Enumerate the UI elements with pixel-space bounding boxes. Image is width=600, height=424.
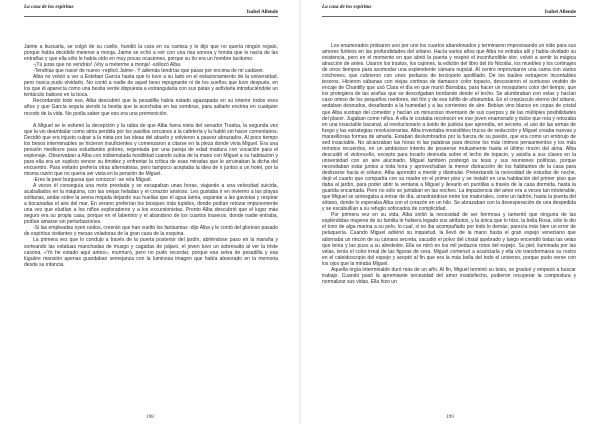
paragraph: Alba no volvió a ver a Esteban García hasta que lo tuvo a su lado en el estacionamiento de la universidad, pero nunca pudo olvidarlo. No contó a nadie de aquel beso repugnante ni de los sueños que tuvo después, en los que él aparecía como una bestia verde dispuesta a estrangularla con sus patas y asfixiarla introduciéndole un tentáculo baboso en la boca.: [24, 74, 278, 99]
paragraph: Recordando todo eso, Alba descubrió que la pesadilla había estado agazapada en su interior todos esos años y que García seguía siendo la bestia que la acechaba en las sombras, para saltarle encima en cualquier recodo de la vida. No podía saber que eso era una premonición.: [24, 98, 278, 117]
running-header-left: [24, 4, 278, 17]
paragraph: Los enamorados probaron uno por uno los cuartos abandonados y terminaron improvisando un nido para sus amores furtivos en las profundidades del sótano. Hacía varios años que Alba no entraba allí y había olvidado su existencia, pero en el momento en que abrió la puerta y respiró el inconfundible olor, volvió a sentir la mágica atracción de antes. Usaron los trastos, los cajones, la edición del libro del tío Nicolás, los muebles y los cortinajes de otros tiempos para acomodar una esplendente cámara nupcial. Al centro improvisaron una cama con varios colchones, que cubrieron con unos pedazos de terciopelo apolillado. De los baúles extrajeron incontables tesoros. Hicieron sábanas con viejas cortinas de damasco color topacio, descosieron el suntuoso vestido de encaje de Chantilly que usó Clara el día en que murió Barrabás, para hacer un mosquitero color del tiempo, que los protegiera de las arañas que se descolgaban bordando desde el techo. Se alumbraban con velas y hacían caso omiso de los pequeños roedores, del frío y de ese tufillo de ultratumba. En el crepúsculo eterno del sótano, andaban desnudos, desafiando a la humedad y a las corrientes de aire. Bebían vino blanco en copas de cristal que Alba sustrajo del comedor y hacían un minucioso inventario de sus cuerpos y de las múltiples posibilidades del placer. Jugaban como niños. A ella le costaba reconocer en ese joven enamorado y dulce que reía y retozaba en una insaciable bacanal, al revolucionario a ávido de justicia que aprendía, en secreto, el uso de las armas de fuego y las estrategias revolucionarias. Alba inventaba irresistibles trucos de seducción y Miguel creaba nuevas y maravillosas formas de amarla. Estaban deslumbrados por la fuerza de su pasión, que era como un embrujo de sed insaciable. No alcanzaban las horas ni las palabras para decirse los más íntimos pensamientos y los más remotos recuerdos, en un ambicioso intento de poseerse mutuamente hasta el último rincón del alma. Alba descuidó el violoncello, excepto para tocarlo desnuda sobre el lecho de topacio, y asistía a sus clases en la universidad con un aire alucinado. Miguel también postergó su tesis y sus reuniones políticas, porque necesitaban estar juntos a toda hora y aprovechaban la menor distracción de los habitantes de la casa para deslizarse hacia el sótano. Alba aprendió a mentir y disimular. Pretextando la necesidad de estudiar de noche, dejó el cuarto que compartía con su madre en el primer piso y se instaló en una habitación del primer piso que daba al jardín, para poder abrir la ventana a Miguel y llevarlo en puntillas a través de la casa dormida, hasta la guarida encantada. Pero no sólo se juntaban en las noches. La impaciencia del amor era a veces tan intolerable, que Miguel se arriesgaba a entrar de día, arrastrándose entre los matorrales, como un ladrón, hasta la puerta del sótano, donde lo esperaba Alba con el corazón en un hilo. Se abrazaban con la desesperación de una despedida y se escabullían a su refugio sofocados de complicidad.: [322, 43, 576, 213]
paragraph: -Tendrías que nacer de nuevo -replicó Jaime-. Y además tendrías que pasar por encima de mi cadáver.: [33, 68, 264, 75]
header-title: La casa de los espíritus: [24, 4, 74, 10]
running-header-right: [322, 4, 576, 17]
header-title: La casa de los espíritus: [322, 4, 372, 10]
paragraph: La primera vez que lo condujo a través de la puerta posterior del jardín, abriéndose paso en la maraña y sorteando las estatuas manchadas de musgo y cagadas de pájaro, el joven tuvo un sobresalto al ver la triste casona. «Yo he estado aquí antes», murmuró, pero no pudo recordar, porque esa selva de pesadilla y esa lúgubre mansión apenas guardaban semejanza con la luminosa imagen que había atesorado en la memoria desde su infancia.: [24, 237, 278, 268]
paragraph: A veces él conseguía una moto prestada y se escapaban unas horas, viajando a una velocidad suicida, acaballados en la máquina, con las orejas heladas y el corazón ansioso. Les gustaba ir en invierno a las playas solitarias, andar sobre la arena mojada dejando sus huellas que el agua lamía, espantar a las gaviotas y respirar a bocanadas el aire del mar. En verano preferían los bosques más tupidos, donde podían retozar impunemente una vez que eludían a los niños exploradores y a los excursionistas. Pronto Alba descubrió que el lugar más seguro era su propia casa, porque en el laberinto y el abandono de los cuartos traseros, donde nadie entraba, podían amarse sin perturbaciones.: [24, 183, 278, 226]
header-author: Isabel Allende: [544, 9, 576, 15]
header-author: Isabel Allende: [246, 9, 278, 15]
left-body-text: [24, 44, 278, 268]
paragraph: A Miguel se le esfumó la decepción y la rabia de que Alba fuera nieta del senador Trueba, la segunda vez que la vio deambular como alma perdida por los pasillos cercanos a la cafetería y la habló sin hacer comentarios. Decidió que era injusto culpar a la nieta por las ideas del abuelo y volvieron a pasear abrazados. Al poco tiempo los besos interminables se hicieron insuficientes y comenzaron a citarse en la pieza donde vivía Miguel. Era una pensión mediocre para estudiantes pobres, regentada por una pareja de edad madura con vocación para el espionaje. Observaban a Alba con indisimulada hostilidad cuando subía de la mano con Miguel a su habitación y para ella era un suplicio vencer su timidez y enfrentar la crítica de esas miradas que le arruinaban la dicha del encuentro. Para evitarlo prefería otras alternativas, pero tampoco aceptaba la idea de ir juntos a un hotel, por la misma razón que no quería ser vista en la pensión de Miguel.: [24, 122, 278, 177]
paragraph: Jaime a buscarla, se colgó de su cuello, hundió la cara en su camisa y le dijo que no quería ningún regalo, porque había decidido meterse a monja. Jaime se echó a reír con una risa sonora y honda que le nacía de las entrañas y que ella sólo le había oído en muy pocas ocasiones, porque su tío era un hombre taciturno.: [24, 44, 278, 63]
paragraph: -Eres la peor burguesa que conozco! -se reía Miguel.: [33, 176, 152, 183]
paragraph: Aquella orgía interminable duró más de un año. Al fin, Miguel terminó su tesis, se graduó y empezó a buscar trabajo. Cuando pasó la apremiante necesidad del amor insatisfecho, pudieron recuperar la compostura y normalizar sus vidas. Ella hizo un: [322, 266, 576, 285]
paragraph: -¡Tú juras que no vendrás! ¡Voy a meterme a monja! -sollozó Alba.: [33, 62, 182, 69]
paragraph: Por primera vez en su vida, Alba sintió la necesidad de ser hermosa y lamentó que ninguna de las espléndidas mujeres de su familia le hubiera legado sus atributos, y la única que lo hizo, la bella Rosa, sólo le dio el tono de alga marina a su pelo, lo cual, si no iba acompañado por todo lo demás, parecía más bien un error de peluquería. Cuando Miguel adivinó su inquietud, la llevó de la mano hasta el gran espejo veneciano que adornaba un rincón de su cámara secreta, sacudió el polvo del cristal quebrado y luego encendió todas las velas que tenía y las puso a su alrededor. Ella se miró en los mil pedazos rotos del espejo. Su piel, iluminada por las velas, tenía el color irreal de las figuras de cera. Miguel comenzó a acariciarla y ella vio transformarse su rostro en el caleidoscopio del espejo y aceptó al fin que era la más bella del todo el universo, porque pudo verse con los ojos que la miraba Miguel.: [322, 212, 576, 267]
page-number-left: 198: [146, 415, 154, 420]
right-body-text: [322, 43, 576, 285]
paragraph: -Si las empleadas oyen ruidos, creerán que han vuelto los fantasmas -dijo Alba y le contó del glorioso pasado de espíritus visitantes y mesas voladoras de la gran casa de la esquina.: [24, 225, 278, 238]
page-number-right: 199: [446, 415, 454, 420]
right-page: [300, 0, 600, 424]
